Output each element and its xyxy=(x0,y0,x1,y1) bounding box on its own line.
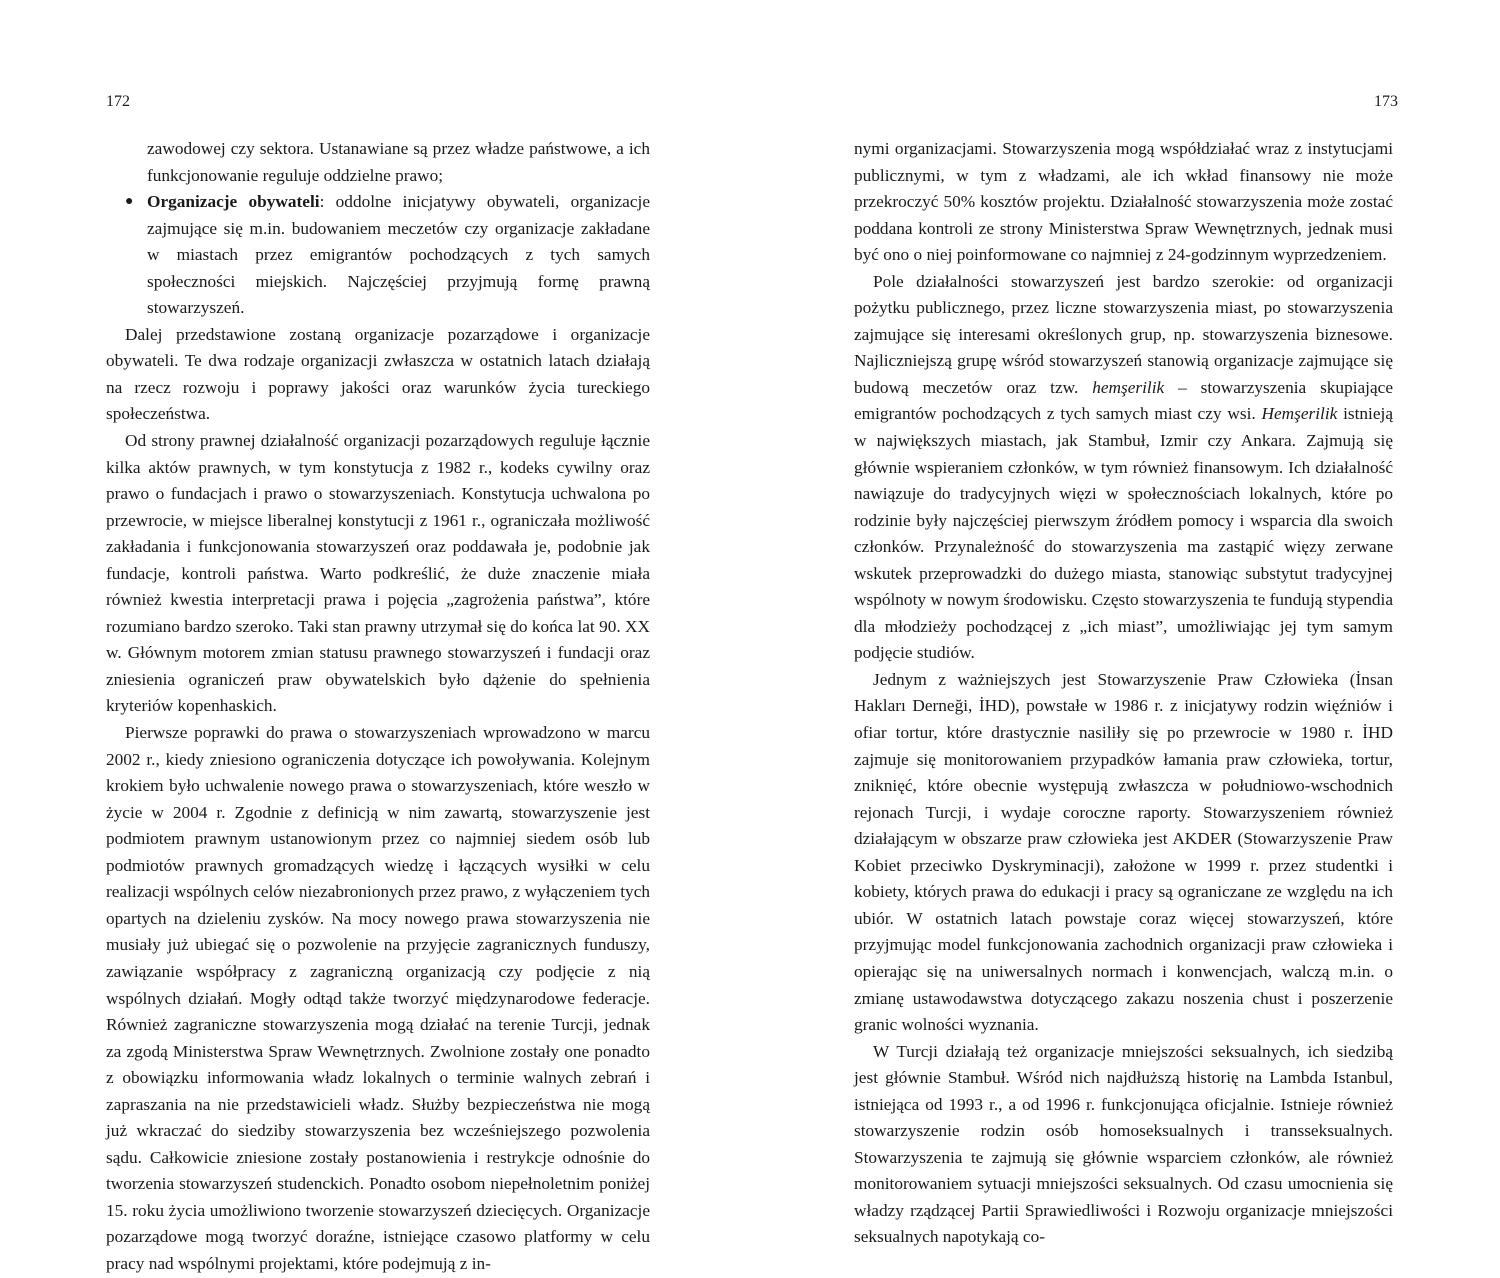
list-item-continuation: zawodowej czy sektora. Ustanawiane są przez władze państwowe, a ich funkcjonowanie reguluje oddzielne prawo; xyxy=(147,139,650,185)
right-page xyxy=(750,0,1500,1247)
right-page-text xyxy=(854,136,1393,1251)
text-run: Pole działalności stowarzyszeń jest bardzo szerokie: od organizacji pożytku publicznego, przez liczne stowarzyszenia miast, po stowarzyszenia zajmujące się interesami określonych grup, np. stowarzyszenia biznesowe. Najliczniejszą grupę wśród stowarzyszeń stanowią organizacje zajmujące się budową meczetów oraz tzw. xyxy=(854,271,1393,397)
left-page xyxy=(0,0,750,1273)
text-run: – stowarzyszenia skupiające emigrantów pochodzących z tych samych miast czy wsi. xyxy=(854,377,1393,424)
list-item-organizacje-obywateli xyxy=(125,189,650,322)
paragraph xyxy=(854,269,1393,667)
italic-term: Hemşerilik xyxy=(1261,404,1338,424)
paragraph: W Turcji działają też organizacje mniejszości seksualnych, ich siedzibą jest głównie Stambuł. Wśród nich najdłuższą historię na Lambda Istanbul, istniejąca od 1993 r., a od 1996 r. funkcjonująca oficjalnie. Istnieje również stowarzyszenie rodzin osób homoseksualnych i transseksualnych. Stowarzyszenia te zajmują się głównie wsparciem członków, ale również monitorowaniem sytuacji mniejszości seksualnych. Od czasu umocnienia się władzy rządzącej Partii Sprawiedliwości i Rozwoju organizacje mniejszości seksualnych napotykają co- xyxy=(854,1041,1393,1247)
paragraph-continuation: nymi organizacjami. Stowarzyszenia mogą współdziałać wraz z instytucjami publicznymi, w tym z władzami, ale ich wkład finansowy nie może przekroczyć 50% kosztów projektu. Działalność stowarzyszenia może zostać poddana kontroli ze strony Ministerstwa Spraw Wewnętrznych, jednak musi być ono o niej poinformowane co najmniej z 24-godzinnym wyprzedzeniem. xyxy=(854,139,1393,265)
left-page-text xyxy=(106,136,650,1278)
paragraph: Od strony prawnej działalność organizacji pozarządowych reguluje łącznie kilka aktów prawnych, w tym konstytucja z 1982 r., kodeks cywilny oraz prawo o fundacjach i prawo o stowarzyszeniach. Konstytucja uchwalona po przewrocie, w miejsce liberalnej konstytucji z 1961 r., ograniczała możliwość zakładania i funkcjonowania stowarzyszeń oraz poddawała je, podobnie jak fundacje, kontroli państwa. Warto podkreślić, że duże znaczenie miała również kwestia interpretacji prawa i pojęcia „zagrożenia państwa”, które rozumiano bardzo szeroko. Taki stan prawny utrzymał się do końca lat 90. XX w. Głównym motorem zmian statusu prawnego stowarzyszeń i fundacji oraz zniesienia ograniczeń praw obywatelskich było dążenie do spełnienia kryteriów kopenhaskich. xyxy=(106,431,650,716)
list-item-text: : oddolne inicjatywy obywateli, organizacje zajmujące się m.in. budowaniem meczetów czy organizacje zakładane w miastach przez emigrantów pochodzących z tych samych społeczności miejskich. Najczęściej przyjmują formę prawną stowarzyszeń. xyxy=(147,192,650,318)
paragraph: Pierwsze poprawki do prawa o stowarzyszeniach wprowadzono w marcu 2002 r., kiedy zniesiono ograniczenia dotyczące ich powoływania. Kolejnym krokiem było uchwalenie nowego prawa o stowarzyszeniach, które weszło w życie w 2004 r. Zgodnie z definicją w nim zawartą, stowarzyszenie jest podmiotem prawnym ustanowionym przez co najmniej siedem osób lub podmiotów prawnych gromadzących wiedzę i łączących wysiłki w celu realizacji wspólnych celów niezabronionych przez prawo, z wyłączeniem tych opartych na dzieleniu zysków. Na mocy nowego prawa stowarzyszenia nie musiały już ubiegać się o pozwolenie na przyjęcie zagranicznych funduszy, zawiązanie współpracy z zagraniczną organizacją czy podjęcie z nią wspólnych działań. Mogły odtąd także tworzyć międzynarodowe federacje. Również zagraniczne stowarzyszenia mogą działać na terenie Turcji, jednak za zgodą Ministerstwa Spraw Wewnętrznych. Zwolnione zostały one ponadto z obowiązku informowania władz lokalnych o terminie walnych zebrań i zapraszania na nie przedstawicieli władz. Służby bezpieczeństwa nie mogą już wkraczać do siedziby stowarzyszenia bez wcześniejszego pozwolenia sądu. Całkowicie zniesione zostały postanowienia i restrykcje odnośnie do tworzenia stowarzyszeń studenckich. Ponadto osobom niepełnoletnim poniżej 15. roku życia umożliwiono tworzenie stowarzyszeń dziecięcych. Organizacje pozarządowe mogą tworzyć doraźne, istniejące czasowo platformy w celu pracy nad wspólnymi projektami, które podejmują z in- xyxy=(106,723,650,1273)
text-run: istnieją w największych miastach, jak Stambuł, Izmir czy Ankara. Zajmują się głównie wspieraniem członków, w tym również finansowym. Ich działalność nawiązuje do tradycyjnych więzi w społecznościach lokalnych, które po rodzinie były najczęściej pierwszym źródłem pomocy i wsparcia dla swoich członków. Przynależność do stowarzyszenia ma zastąpić więzy zerwane wskutek przeprowadzki do dużego miasta, stanowiąc substytut tradycyjnej wspólnoty w nowym środowisku. Często stowarzyszenia te fundują stypendia dla młodzieży pochodzącej z „ich miast”, umożliwiając jej tym samym podjęcie studiów. xyxy=(854,404,1393,663)
italic-term: hemşerilik xyxy=(1092,377,1165,397)
page-number-left: 172 xyxy=(106,93,130,110)
paragraph: Jednym z ważniejszych jest Stowarzyszenie Praw Człowieka (İnsan Hakları Derneği, İHD), powstałe w 1986 r. z inicjatywy rodzin więźniów i ofiar tortur, które drastycznie nasiliły się po przewrocie w 1980 r. İHD zajmuje się monitorowaniem przypadków łamania praw człowieka, tortur, zniknięć, które obecnie występują zwłaszcza w południowo-wschodnich rejonach Turcji, i wydaje coroczne raporty. Stowarzyszeniem również działającym w obszarze praw człowieka jest AKDER (Stowarzyszenie Praw Kobiet przeciwko Dyskryminacji), założone w 1999 r. przez studentki i kobiety, których prawa do edukacji i pracy są ograniczane ze względu na ich ubiór. W ostatnich latach powstaje coraz więcej stowarzyszeń, które przyjmując model funkcjonowania zachodnich organizacji praw człowieka i opierając się na uniwersalnych normach i konwencjach, walczą m.in. o zmianę ustawodawstwa dotyczącego zakazu noszenia chust i poszerzenie granic wolności wyznania. xyxy=(854,669,1393,1035)
bullet-icon: ● xyxy=(125,194,134,210)
paragraph: Dalej przedstawione zostaną organizacje pozarządowe i organizacje obywateli. Te dwa rodzaje organizacji zwłaszcza w ostatnich latach działają na rzecz rozwoju i poprawy jakości oraz warunków życia tureckiego społeczeństwa. xyxy=(106,324,650,424)
page-number-right: 173 xyxy=(1374,93,1398,110)
list-item-term: Organizacje obywateli xyxy=(147,192,320,212)
